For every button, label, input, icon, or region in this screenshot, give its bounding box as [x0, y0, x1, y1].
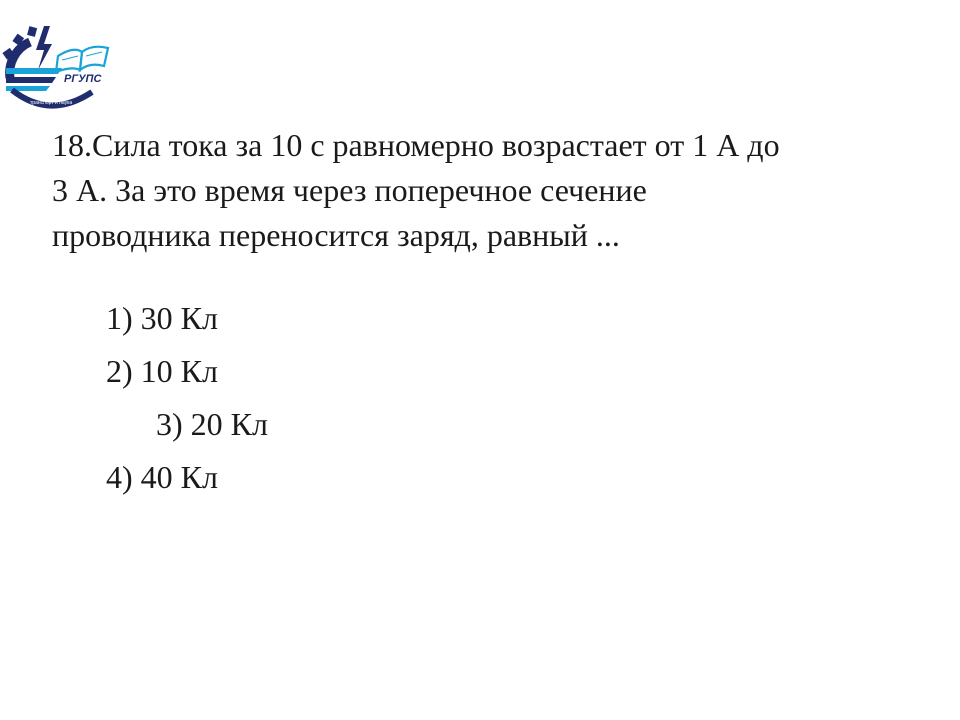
logo-motto: транспорт и наука	[30, 100, 73, 106]
train-stripes-icon	[6, 68, 62, 91]
answer-option-1[interactable]: 1) 30 Кл	[106, 300, 218, 336]
answer-option-4[interactable]: 4) 40 Кл	[106, 459, 218, 495]
answer-option-3[interactable]: 3) 20 Кл	[156, 406, 268, 442]
lightning-icon	[36, 26, 52, 70]
question-line-2: 3 А. За это время через поперечное сечение	[52, 172, 647, 208]
book-icon	[56, 47, 108, 72]
question-text	[52, 123, 912, 258]
university-logo	[0, 20, 112, 112]
logo-abbreviation: РГУПС	[64, 73, 102, 85]
question-line-3: проводника переносится заряд, равный ...	[52, 217, 620, 253]
question-line-1: 18.Сила тока за 10 с равномерно возрастает от 1 А до	[52, 127, 780, 163]
answer-option-2[interactable]: 2) 10 Кл	[106, 353, 218, 389]
